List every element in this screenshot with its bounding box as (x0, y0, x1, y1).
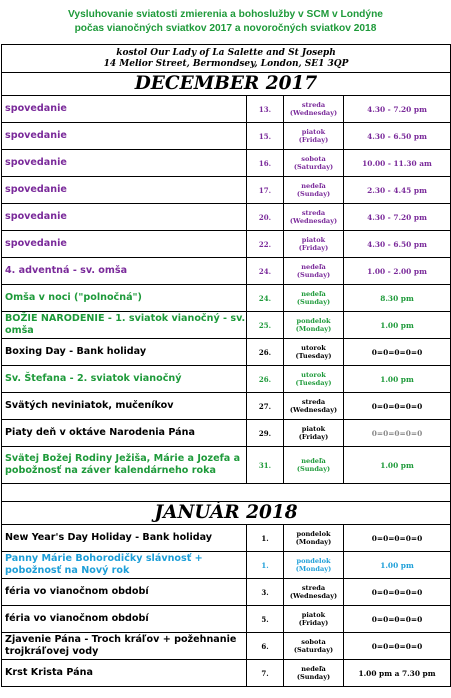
event-day (284, 660, 344, 687)
event-date: 20. (247, 204, 284, 231)
event-title: Krst Krista Pána (2, 660, 247, 687)
event-time: 0=0=0=0=0 (344, 525, 451, 552)
event-day (284, 525, 344, 552)
event-title: BOŽIE NARODENIE - 1. sviatok vianočný - sv. omša (2, 312, 247, 339)
event-day-sk: streda (301, 209, 326, 217)
event-day (284, 339, 344, 366)
event-day-en: (Tuesday) (295, 352, 332, 360)
event-day (284, 633, 344, 660)
event-time: 1.00 pm (344, 366, 451, 393)
event-day-en: (Sunday) (296, 465, 331, 473)
event-day-sk: nedeľa (301, 457, 326, 465)
event-day (284, 447, 344, 484)
event-date: 27. (247, 393, 284, 420)
event-day-sk: streda (301, 101, 326, 109)
event-title: féria vo vianočnom období (2, 606, 247, 633)
event-day-en: (Friday) (298, 244, 329, 252)
event-title: Svätých neviniatok, mučeníkov (2, 393, 247, 420)
event-time: 10.00 - 11.30 am (344, 150, 451, 177)
event-day (284, 150, 344, 177)
event-day-sk: pondelok (296, 557, 331, 565)
event-day (284, 312, 344, 339)
event-time: 0=0=0=0=0 (344, 393, 451, 420)
event-day (284, 96, 344, 123)
event-day-sk: nedeľa (301, 665, 326, 673)
event-day (284, 231, 344, 258)
schedule-row (2, 231, 451, 258)
event-date: 16. (247, 150, 284, 177)
event-title: Zjavenie Pána - Troch kráľov + požehnanie trojkráľovej vody (2, 633, 247, 660)
schedule-row (2, 579, 451, 606)
event-title: Omša v noci ("polnočná") (2, 285, 247, 312)
event-date: 3. (247, 579, 284, 606)
event-title: Piaty deň v oktáve Narodenia Pána (2, 420, 247, 447)
event-day (284, 420, 344, 447)
event-time: 0=0=0=0=0 (344, 420, 451, 447)
event-day-sk: streda (301, 584, 326, 592)
schedule-row (2, 96, 451, 123)
event-day (284, 393, 344, 420)
schedule-row (2, 447, 451, 484)
event-time: 1.00 pm (344, 552, 451, 579)
event-title: spovedanie (2, 96, 247, 123)
event-title: Panny Márie Bohorodičky slávnosť + pobožnosť na Nový rok (2, 552, 247, 579)
event-day (284, 285, 344, 312)
event-time: 0=0=0=0=0 (344, 606, 451, 633)
january-heading: JANUÁR 2018 (2, 502, 451, 525)
event-date: 1. (247, 552, 284, 579)
event-day-en: (Sunday) (296, 271, 331, 279)
event-day-en: (Saturday) (293, 646, 334, 654)
event-title: spovedanie (2, 123, 247, 150)
schedule-row (2, 633, 451, 660)
event-day (284, 123, 344, 150)
event-title: New Year's Day Holiday - Bank holiday (2, 525, 247, 552)
event-time: 4.30 - 6.50 pm (344, 123, 451, 150)
event-date: 7. (247, 660, 284, 687)
event-date: 26. (247, 366, 284, 393)
schedule-row (2, 204, 451, 231)
event-day-en: (Wednesday) (289, 217, 338, 225)
event-date: 24. (247, 258, 284, 285)
schedule-row (2, 525, 451, 552)
event-day-sk: sobota (301, 638, 326, 646)
event-day-en: (Wednesday) (289, 109, 338, 117)
event-day-sk: piatok (301, 425, 326, 433)
event-day (284, 552, 344, 579)
event-day-sk: nedeľa (301, 290, 326, 298)
schedule-row (2, 552, 451, 579)
event-day-sk: nedeľa (301, 182, 326, 190)
event-time: 0=0=0=0=0 (344, 633, 451, 660)
december-heading: DECEMBER 2017 (2, 73, 451, 96)
event-day-en: (Monday) (295, 565, 332, 573)
event-date: 6. (247, 633, 284, 660)
event-time: 1.00 - 2.00 pm (344, 258, 451, 285)
event-day-sk: pondelok (296, 317, 331, 325)
event-time: 0=0=0=0=0 (344, 339, 451, 366)
event-day-en: (Friday) (298, 433, 329, 441)
event-day-sk: nedeľa (301, 263, 326, 271)
event-date: 5. (247, 606, 284, 633)
event-date: 15. (247, 123, 284, 150)
schedule-row (2, 150, 451, 177)
january-heading-row (2, 502, 451, 525)
schedule-row (2, 393, 451, 420)
schedule-table (1, 44, 451, 687)
month-spacer (2, 484, 451, 502)
schedule-row (2, 312, 451, 339)
event-date: 29. (247, 420, 284, 447)
event-title: Svätej Božej Rodiny Ježiša, Márie a Jozefa a pobožnosť na záver kalendárneho roka (2, 447, 247, 484)
event-day-en: (Sunday) (296, 190, 331, 198)
event-title: 4. adventná - sv. omša (2, 258, 247, 285)
event-day-en: (Monday) (295, 538, 332, 546)
event-date: 1. (247, 525, 284, 552)
event-day-sk: piatok (301, 236, 326, 244)
venue-name: kostol Our Lady of La Salette and St Joseph (116, 47, 336, 58)
event-day-sk: pondelok (296, 530, 331, 538)
event-date: 13. (247, 96, 284, 123)
event-day-en: (Tuesday) (295, 379, 332, 387)
event-time: 8.30 pm (344, 285, 451, 312)
title-line-2: počas vianočných sviatkov 2017 a novoročných sviatkov 2018 (74, 23, 377, 34)
event-day-en: (Wednesday) (289, 406, 338, 414)
event-date: 24. (247, 285, 284, 312)
event-day-en: (Sunday) (296, 673, 331, 681)
event-time: 4.30 - 6.50 pm (344, 231, 451, 258)
event-date: 25. (247, 312, 284, 339)
event-title: Sv. Štefana - 2. sviatok vianočný (2, 366, 247, 393)
event-time: 1.00 pm (344, 447, 451, 484)
event-day (284, 258, 344, 285)
title-line-1: Vysluhovanie sviatosti zmierenia a bohoslužby v SCM v Londýne (68, 9, 383, 20)
event-day-en: (Friday) (298, 619, 329, 627)
document-title (0, 0, 451, 44)
event-time: 1.00 pm (344, 312, 451, 339)
event-title: spovedanie (2, 150, 247, 177)
event-title: spovedanie (2, 204, 247, 231)
event-day-sk: piatok (301, 128, 326, 136)
schedule-row (2, 123, 451, 150)
venue-cell (2, 45, 451, 73)
event-time: 0=0=0=0=0 (344, 579, 451, 606)
venue-address: 14 Melior Street, Bermondsey, London, SE1 3QP (103, 58, 349, 69)
schedule-row (2, 258, 451, 285)
event-day-en: (Wednesday) (289, 592, 338, 600)
event-title: Boxing Day - Bank holiday (2, 339, 247, 366)
schedule-row (2, 420, 451, 447)
schedule-body (2, 45, 451, 687)
schedule-row (2, 660, 451, 687)
event-day-sk: piatok (301, 611, 326, 619)
event-day-sk: utorok (301, 344, 326, 352)
event-day (284, 366, 344, 393)
event-day (284, 204, 344, 231)
schedule-row (2, 366, 451, 393)
schedule-row (2, 285, 451, 312)
event-day-en: (Saturday) (293, 163, 334, 171)
event-day (284, 579, 344, 606)
event-date: 26. (247, 339, 284, 366)
event-date: 22. (247, 231, 284, 258)
event-day (284, 177, 344, 204)
schedule-row (2, 339, 451, 366)
event-date: 17. (247, 177, 284, 204)
event-time: 4.30 - 7.20 pm (344, 204, 451, 231)
event-title: féria vo vianočnom období (2, 579, 247, 606)
event-day-sk: streda (301, 398, 326, 406)
event-day-en: (Friday) (298, 136, 329, 144)
event-time: 4.30 - 7.20 pm (344, 96, 451, 123)
event-day (284, 606, 344, 633)
event-time: 2.30 - 4.45 pm (344, 177, 451, 204)
event-title: spovedanie (2, 177, 247, 204)
event-day-en: (Sunday) (296, 298, 331, 306)
event-day-sk: utorok (301, 371, 326, 379)
schedule-row (2, 606, 451, 633)
event-title: spovedanie (2, 231, 247, 258)
venue-row (2, 45, 451, 73)
event-date: 31. (247, 447, 284, 484)
event-time: 1.00 pm a 7.30 pm (344, 660, 451, 687)
event-day-sk: sobota (301, 155, 326, 163)
december-heading-row (2, 73, 451, 96)
event-day-en: (Monday) (295, 325, 332, 333)
schedule-row (2, 177, 451, 204)
